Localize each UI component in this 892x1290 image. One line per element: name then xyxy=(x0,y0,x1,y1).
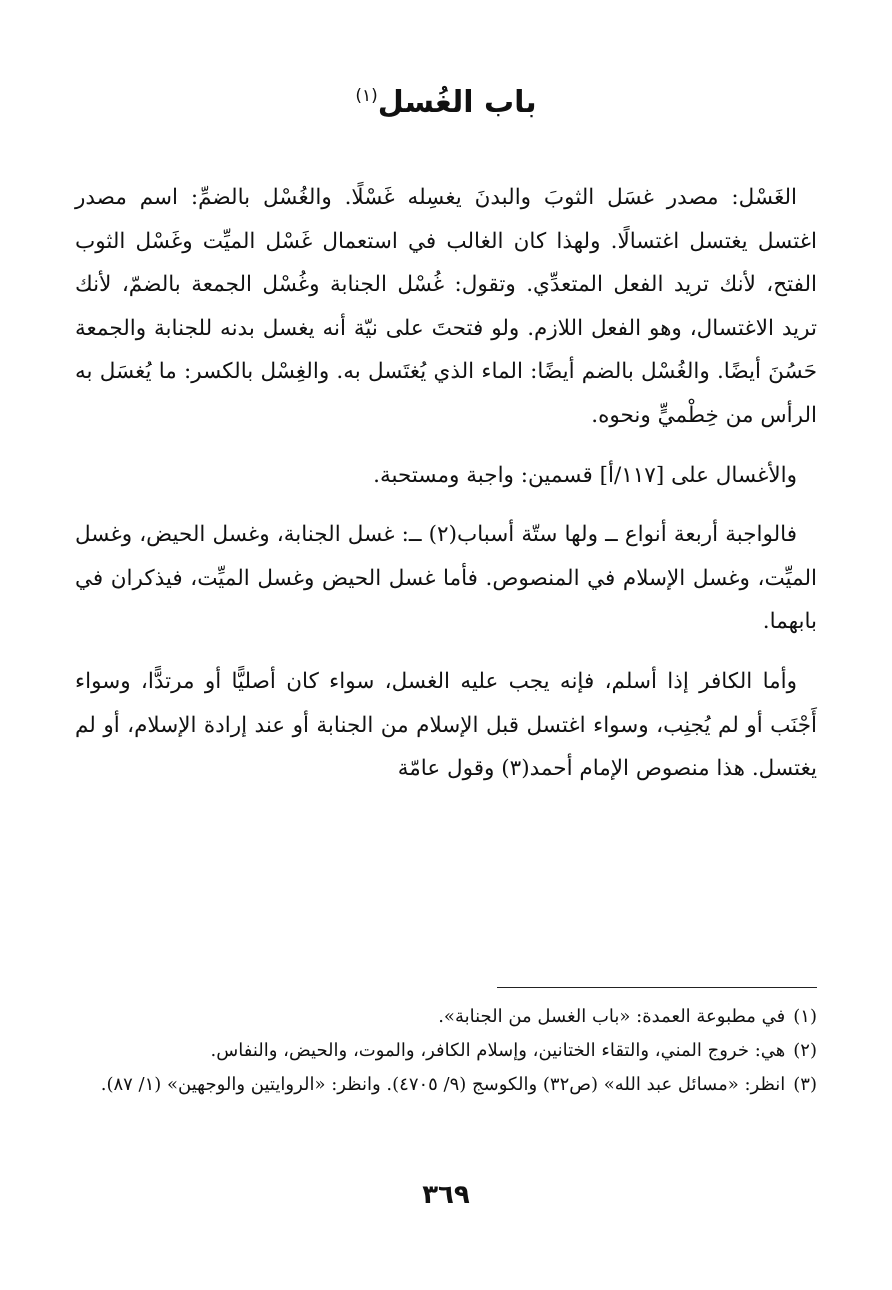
main-text xyxy=(75,176,817,807)
footnote-1 xyxy=(75,1000,817,1034)
title-footnote-ref: (١) xyxy=(355,86,378,106)
footnote-number: (٣) xyxy=(793,1074,817,1095)
paragraph-convert: وأما الكافر إذا أسلم، فإنه يجب عليه الغسل، سواء كان أصليًّا أو مرتدًّا، وسواء أَجْنَب أو لم يُجنِب، وسواء اغتسل قبل الإسلام من الجنابة أو عند إرادة الإسلام، أو لم يغتسل. هذا منصوص الإمام أحمد(٣) وقول عامّة xyxy=(75,668,817,782)
page-number: ٣٦٩ xyxy=(422,1180,470,1210)
footnote-text: هي: خروج المني، والتقاء الختانين، وإسلام الكافر، والموت، والحيض، والنفاس. xyxy=(210,1040,786,1061)
footnote-number: (١) xyxy=(793,1006,817,1027)
footnote-divider xyxy=(497,987,817,988)
chapter-title-text: باب الغُسل xyxy=(377,85,537,120)
footnote-text: انظر: «مسائل عبد الله» (ص٣٢) والكوسج (٩/ ٤٧٠٥). وانظر: «الروايتين والوجهين» (١/ ٨٧). xyxy=(100,1074,786,1095)
paragraph-obligatory: فالواجبة أربعة أنواع ــ ولها ستّة أسباب(٢) ــ: غسل الجنابة، وغسل الحيض، وغسل الميِّت، وغسل الإسلام في المنصوص. فأما غسل الحيض وغسل الميِّت، فيذكران في بابهما. xyxy=(75,522,817,635)
paragraph-divisions: والأغسال على [١١٧/أ] قسمين: واجبة ومستحبة. xyxy=(373,462,797,488)
chapter-title xyxy=(0,72,892,127)
footnote-3 xyxy=(75,1068,817,1102)
footnote-number: (٢) xyxy=(793,1040,817,1061)
paragraph-definition: الغَسْل: مصدر غسَل الثوبَ والبدنَ يغسِله غَسْلًا. والغُسْل بالضمِّ: اسم مصدر اغتسل يغتسل اغتسالًا. ولهذا كان الغالب في استعمال غَسْل الميِّت وغَسْل الثوب الفتح، لأنك تريد الفعل المتعدِّي. وتقول: غُسْل الجنابة وغُسْل الجمعة بالضمّ، لأنك تريد الاغتسال، وهو الفعل اللازم. ولو فتحتَ على نيّة أنه يغسل بدنه للجنابة والجمعة حَسُنَ أيضًا. والغُسْل بالضم أيضًا: الماء الذي يُغتَسل به. والغِسْل بالكسر: ما يُغسَل به الرأس من خِطْميٍّ ونحوه. xyxy=(75,185,817,428)
footnotes xyxy=(75,1000,817,1102)
footnote-2 xyxy=(75,1034,817,1068)
footnote-text: في مطبوعة العمدة: «باب الغسل من الجنابة». xyxy=(438,1006,786,1027)
